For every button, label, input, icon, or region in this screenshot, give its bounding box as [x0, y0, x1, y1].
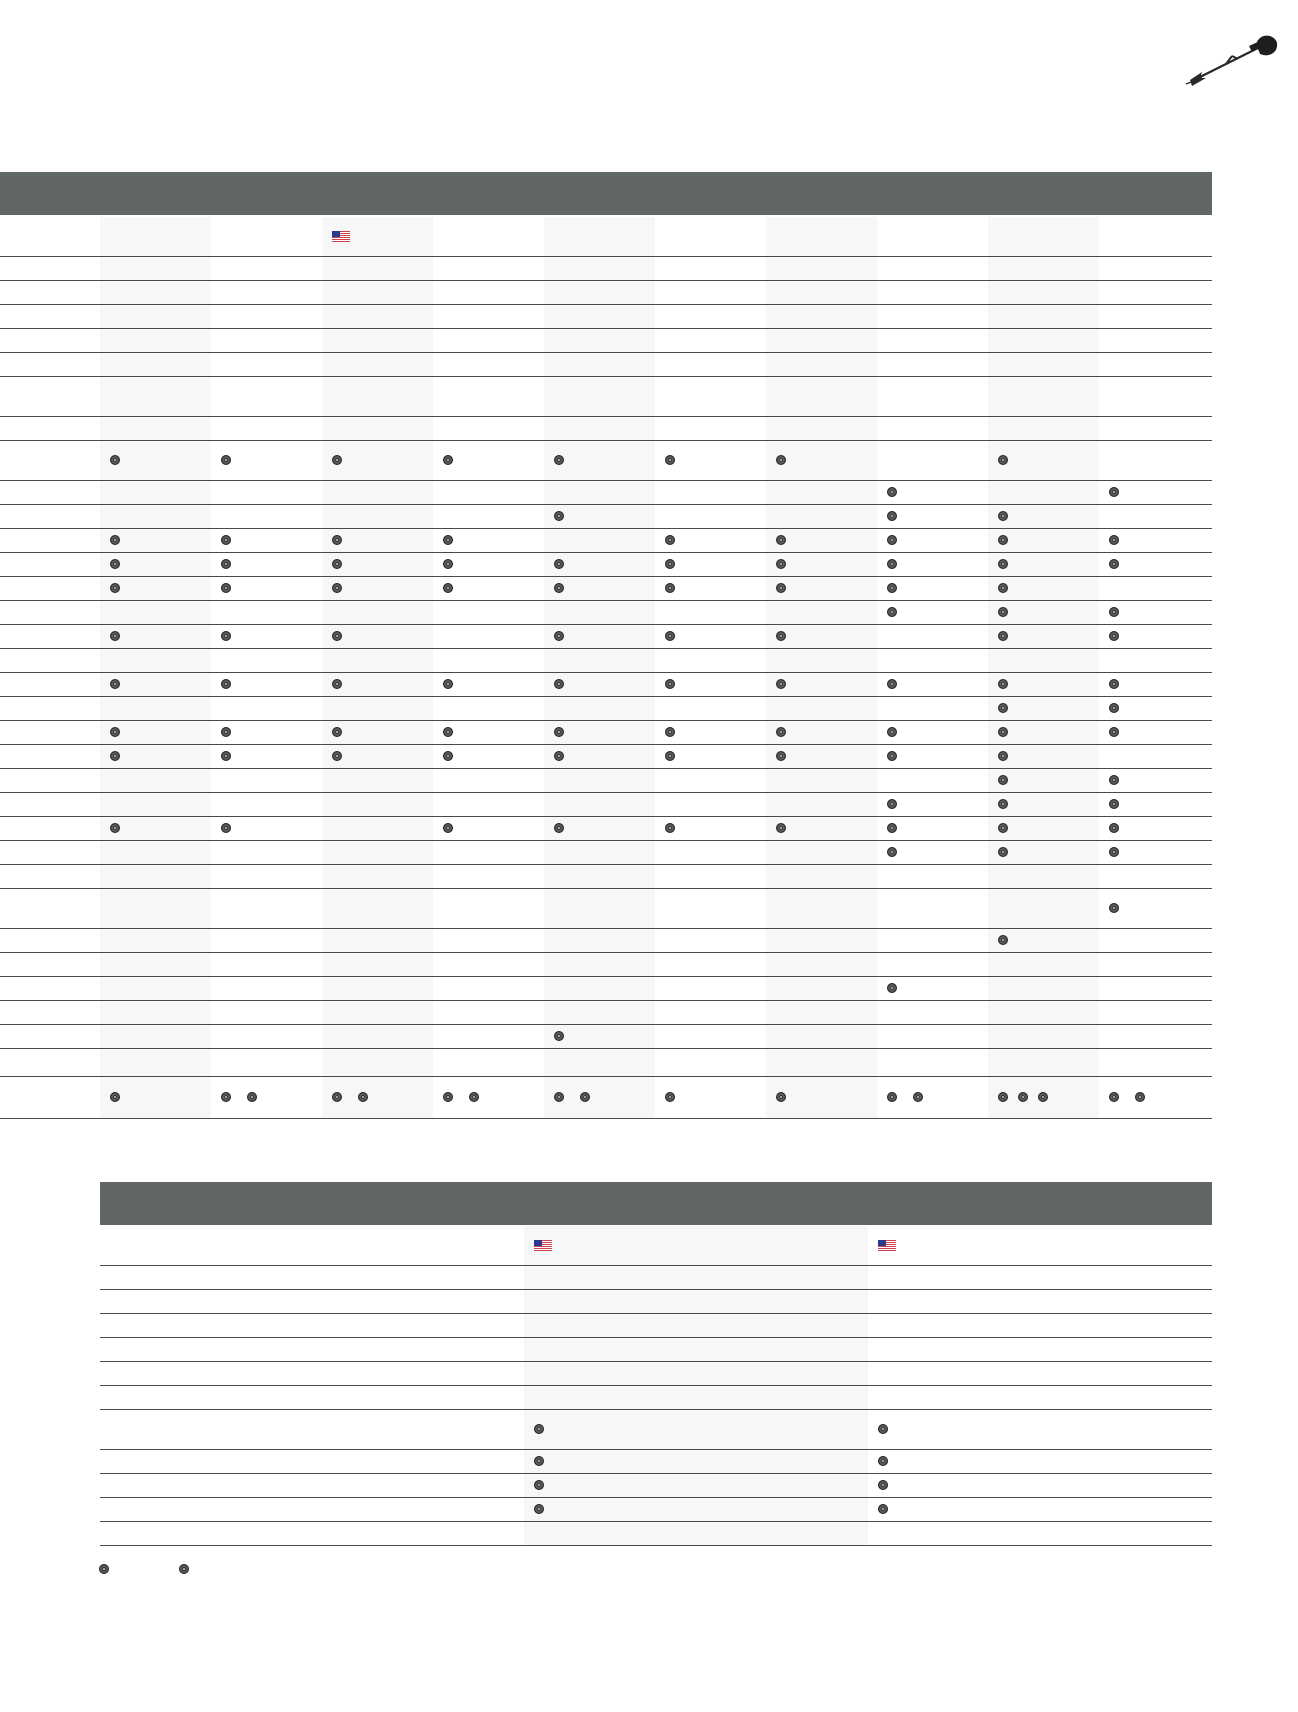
filled-dot-icon	[554, 631, 564, 641]
filled-dot-icon	[998, 511, 1008, 521]
filled-dot-icon	[887, 559, 897, 569]
row-rule	[100, 1521, 1212, 1522]
filled-dot-icon	[887, 727, 897, 737]
row-rule	[100, 1265, 1212, 1266]
filled-dot-icon	[665, 679, 675, 689]
us-flag-icon	[878, 1240, 896, 1251]
filled-dot-icon	[332, 535, 342, 545]
filled-dot-icon	[221, 751, 231, 761]
table-header-bar	[100, 1182, 1212, 1225]
filled-dot-icon	[332, 751, 342, 761]
filled-dot-icon	[887, 1092, 897, 1102]
filled-dot-icon	[1038, 1092, 1048, 1102]
filled-dot-icon	[998, 1092, 1008, 1102]
filled-dot-icon	[665, 631, 675, 641]
filled-dot-icon	[179, 1564, 189, 1574]
filled-dot-icon	[913, 1092, 923, 1102]
filled-dot-icon	[998, 799, 1008, 809]
filled-dot-icon	[887, 799, 897, 809]
filled-dot-icon	[1109, 559, 1119, 569]
us-flag-icon	[332, 231, 350, 242]
filled-dot-icon	[887, 823, 897, 833]
filled-dot-icon	[998, 559, 1008, 569]
row-rule	[0, 256, 1212, 257]
filled-dot-icon	[332, 559, 342, 569]
filled-dot-icon	[221, 535, 231, 545]
filled-dot-icon	[110, 583, 120, 593]
row-rule	[100, 1361, 1212, 1362]
filled-dot-icon	[665, 1092, 675, 1102]
filled-dot-icon	[443, 583, 453, 593]
filled-dot-icon	[554, 1092, 564, 1102]
filled-dot-icon	[776, 535, 786, 545]
filled-dot-icon	[998, 847, 1008, 857]
row-rule	[0, 576, 1212, 577]
filled-dot-icon	[887, 847, 897, 857]
row-rule	[100, 1473, 1212, 1474]
filled-dot-icon	[221, 631, 231, 641]
filled-dot-icon	[99, 1564, 109, 1574]
filled-dot-icon	[1109, 535, 1119, 545]
filled-dot-icon	[221, 823, 231, 833]
row-rule	[0, 624, 1212, 625]
filled-dot-icon	[998, 583, 1008, 593]
filled-dot-icon	[221, 559, 231, 569]
filled-dot-icon	[332, 679, 342, 689]
filled-dot-icon	[776, 559, 786, 569]
filled-dot-icon	[1109, 775, 1119, 785]
filled-dot-icon	[776, 751, 786, 761]
filled-dot-icon	[221, 679, 231, 689]
filled-dot-icon	[1135, 1092, 1145, 1102]
row-rule	[0, 328, 1212, 329]
filled-dot-icon	[554, 511, 564, 521]
filled-dot-icon	[443, 679, 453, 689]
filled-dot-icon	[221, 727, 231, 737]
filled-dot-icon	[110, 751, 120, 761]
us-flag-icon	[534, 1240, 552, 1251]
row-rule	[0, 504, 1212, 505]
filled-dot-icon	[1109, 631, 1119, 641]
filled-dot-icon	[554, 727, 564, 737]
filled-dot-icon	[110, 679, 120, 689]
filled-dot-icon	[554, 679, 564, 689]
row-rule	[0, 768, 1212, 769]
filled-dot-icon	[443, 455, 453, 465]
row-rule	[0, 976, 1212, 977]
row-rule	[100, 1385, 1212, 1386]
filled-dot-icon	[665, 727, 675, 737]
filled-dot-icon	[1109, 727, 1119, 737]
filled-dot-icon	[1109, 703, 1119, 713]
filled-dot-icon	[665, 535, 675, 545]
filled-dot-icon	[998, 727, 1008, 737]
row-rule	[0, 840, 1212, 841]
row-rule	[0, 552, 1212, 553]
filled-dot-icon	[665, 455, 675, 465]
row-rule	[0, 816, 1212, 817]
row-rule	[0, 672, 1212, 673]
filled-dot-icon	[247, 1092, 257, 1102]
filled-dot-icon	[110, 1092, 120, 1102]
filled-dot-icon	[554, 583, 564, 593]
filled-dot-icon	[776, 631, 786, 641]
filled-dot-icon	[998, 535, 1008, 545]
filled-dot-icon	[887, 607, 897, 617]
filled-dot-icon	[887, 751, 897, 761]
filled-dot-icon	[887, 535, 897, 545]
filled-dot-icon	[332, 1092, 342, 1102]
filled-dot-icon	[998, 679, 1008, 689]
filled-dot-icon	[878, 1480, 888, 1490]
filled-dot-icon	[1018, 1092, 1028, 1102]
filled-dot-icon	[554, 751, 564, 761]
row-rule	[0, 928, 1212, 929]
filled-dot-icon	[554, 1031, 564, 1041]
row-rule	[0, 720, 1212, 721]
row-rule	[0, 864, 1212, 865]
filled-dot-icon	[221, 583, 231, 593]
filled-dot-icon	[665, 823, 675, 833]
filled-dot-icon	[998, 455, 1008, 465]
filled-dot-icon	[534, 1480, 544, 1490]
row-rule	[0, 1076, 1212, 1077]
filled-dot-icon	[887, 983, 897, 993]
table-header-bar	[0, 172, 1212, 215]
filled-dot-icon	[110, 631, 120, 641]
row-rule	[100, 1497, 1212, 1498]
filled-dot-icon	[1109, 487, 1119, 497]
filled-dot-icon	[998, 823, 1008, 833]
filled-dot-icon	[887, 583, 897, 593]
row-rule	[0, 352, 1212, 353]
filled-dot-icon	[998, 631, 1008, 641]
filled-dot-icon	[110, 455, 120, 465]
row-rule	[100, 1449, 1212, 1450]
string-trimmer-icon	[1180, 26, 1280, 90]
filled-dot-icon	[332, 583, 342, 593]
filled-dot-icon	[887, 487, 897, 497]
filled-dot-icon	[776, 823, 786, 833]
filled-dot-icon	[332, 631, 342, 641]
row-rule	[0, 480, 1212, 481]
filled-dot-icon	[110, 823, 120, 833]
filled-dot-icon	[665, 559, 675, 569]
filled-dot-icon	[332, 455, 342, 465]
filled-dot-icon	[110, 559, 120, 569]
filled-dot-icon	[776, 727, 786, 737]
filled-dot-icon	[534, 1504, 544, 1514]
filled-dot-icon	[998, 751, 1008, 761]
filled-dot-icon	[554, 823, 564, 833]
row-rule	[0, 1048, 1212, 1049]
row-rule	[0, 376, 1212, 377]
row-rule	[100, 1409, 1212, 1410]
row-rule	[0, 600, 1212, 601]
filled-dot-icon	[332, 727, 342, 737]
row-rule	[0, 280, 1212, 281]
filled-dot-icon	[887, 679, 897, 689]
filled-dot-icon	[443, 751, 453, 761]
spec-table-top	[0, 172, 1212, 1150]
row-rule	[100, 1545, 1212, 1546]
filled-dot-icon	[776, 1092, 786, 1102]
row-rule	[0, 1024, 1212, 1025]
filled-dot-icon	[469, 1092, 479, 1102]
filled-dot-icon	[1109, 607, 1119, 617]
filled-dot-icon	[1109, 847, 1119, 857]
filled-dot-icon	[443, 559, 453, 569]
filled-dot-icon	[998, 775, 1008, 785]
filled-dot-icon	[443, 823, 453, 833]
filled-dot-icon	[1109, 903, 1119, 913]
filled-dot-icon	[776, 679, 786, 689]
filled-dot-icon	[110, 727, 120, 737]
filled-dot-icon	[878, 1424, 888, 1434]
row-rule	[0, 888, 1212, 889]
filled-dot-icon	[998, 703, 1008, 713]
row-rule	[100, 1289, 1212, 1290]
filled-dot-icon	[358, 1092, 368, 1102]
row-rule	[0, 744, 1212, 745]
row-rule	[0, 440, 1212, 441]
filled-dot-icon	[534, 1424, 544, 1434]
filled-dot-icon	[998, 935, 1008, 945]
filled-dot-icon	[1109, 823, 1119, 833]
filled-dot-icon	[554, 559, 564, 569]
filled-dot-icon	[1109, 1092, 1119, 1102]
row-rule	[0, 792, 1212, 793]
filled-dot-icon	[1109, 679, 1119, 689]
row-rule	[0, 304, 1212, 305]
filled-dot-icon	[534, 1456, 544, 1466]
row-rule	[0, 416, 1212, 417]
filled-dot-icon	[665, 751, 675, 761]
filled-dot-icon	[221, 1092, 231, 1102]
filled-dot-icon	[443, 535, 453, 545]
filled-dot-icon	[665, 583, 675, 593]
row-rule	[0, 1000, 1212, 1001]
row-rule	[0, 528, 1212, 529]
filled-dot-icon	[221, 455, 231, 465]
filled-dot-icon	[776, 455, 786, 465]
filled-dot-icon	[443, 727, 453, 737]
filled-dot-icon	[443, 1092, 453, 1102]
filled-dot-icon	[998, 607, 1008, 617]
spec-table-bottom	[100, 1182, 1212, 1550]
row-rule	[0, 952, 1212, 953]
filled-dot-icon	[776, 583, 786, 593]
row-rule	[100, 1313, 1212, 1314]
row-rule	[0, 1118, 1212, 1119]
row-rule	[0, 696, 1212, 697]
row-rule	[100, 1337, 1212, 1338]
filled-dot-icon	[878, 1504, 888, 1514]
filled-dot-icon	[110, 535, 120, 545]
row-rule	[0, 648, 1212, 649]
filled-dot-icon	[878, 1456, 888, 1466]
filled-dot-icon	[887, 511, 897, 521]
filled-dot-icon	[1109, 799, 1119, 809]
filled-dot-icon	[580, 1092, 590, 1102]
filled-dot-icon	[554, 455, 564, 465]
